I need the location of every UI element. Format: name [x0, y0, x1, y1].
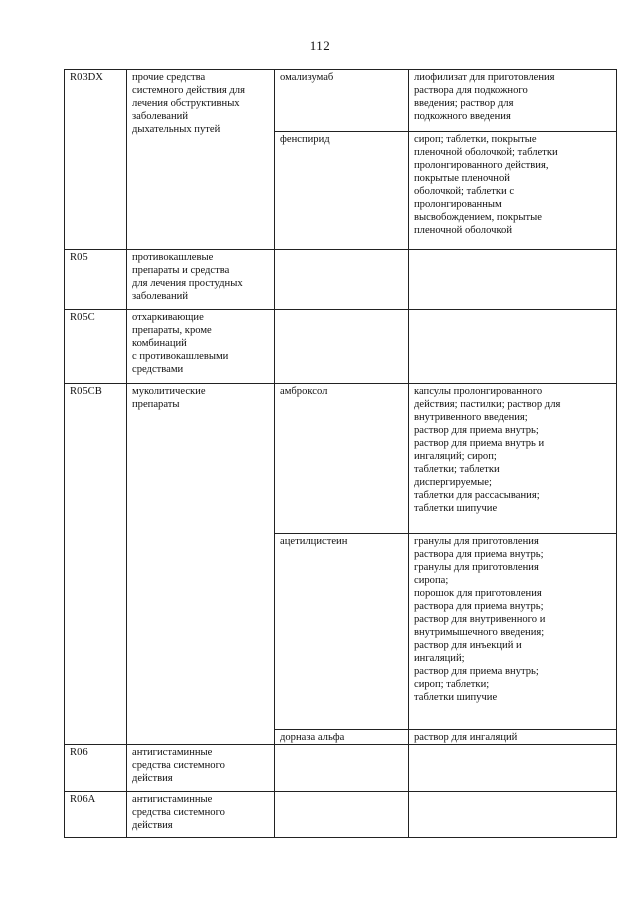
dosage-forms: сироп; таблетки, покрытые пленочной оболочкой; таблетки пролонгированного действия, покрытые пленочной оболочкой; таблетки с пролонгированным высвобождением, покрытые пленочной оболочкой [409, 132, 617, 250]
dosage-forms-empty [409, 310, 617, 384]
group-name: отхаркивающие препараты, кроме комбинаций с противокашлевыми средствами [127, 310, 275, 384]
drug-name: омализумаб [275, 70, 409, 132]
table-row [65, 250, 617, 310]
dosage-forms-empty [409, 250, 617, 310]
dosage-forms-empty [409, 745, 617, 792]
atc-code: R05 [65, 250, 127, 310]
drug-name-empty [275, 745, 409, 792]
table-row [65, 384, 617, 534]
drug-name-empty [275, 792, 409, 838]
table-row [65, 792, 617, 838]
group-name: противокашлевые препараты и средства для лечения простудных заболеваний [127, 250, 275, 310]
atc-code: R05C [65, 310, 127, 384]
table-row [65, 310, 617, 384]
dosage-forms: капсулы пролонгированного действия; пастилки; раствор для внутривенного введения; раствор для приема внутрь; раствор для приема внутрь и ингаляций; сироп; таблетки; таблетки диспергируемые; таблетки для рассасывания; таблетки шипучие [409, 384, 617, 534]
table-row [65, 70, 617, 132]
drug-name: фенспирид [275, 132, 409, 250]
group-name: антигистаминные средства системного действия [127, 792, 275, 838]
group-name: прочие средства системного действия для лечения обструктивных заболеваний дыхательных путей [127, 70, 275, 250]
atc-code: R05CB [65, 384, 127, 745]
drug-name-empty [275, 250, 409, 310]
dosage-forms: гранулы для приготовления раствора для приема внутрь; гранулы для приготовления сиропа; порошок для приготовления раствора для приема внутрь; раствор для внутривенного и внутримышечного введения; раствор для инъекций и ингаляций; раствор для приема внутрь; сироп; таблетки; таблетки шипучие [409, 534, 617, 730]
atc-code: R06A [65, 792, 127, 838]
dosage-forms-empty [409, 792, 617, 838]
drug-name: ацетилцистеин [275, 534, 409, 730]
group-name: муколитические препараты [127, 384, 275, 745]
table-row [65, 745, 617, 792]
drug-table [64, 69, 617, 838]
dosage-forms: раствор для ингаляций [409, 730, 617, 745]
atc-code: R03DX [65, 70, 127, 250]
drug-name: амброксол [275, 384, 409, 534]
group-name: антигистаминные средства системного действия [127, 745, 275, 792]
dosage-forms: лиофилизат для приготовления раствора для подкожного введения; раствор для подкожного введения [409, 70, 617, 132]
atc-code: R06 [65, 745, 127, 792]
page-number: 112 [309, 38, 331, 53]
drug-name: дорназа альфа [275, 730, 409, 745]
drug-name-empty [275, 310, 409, 384]
